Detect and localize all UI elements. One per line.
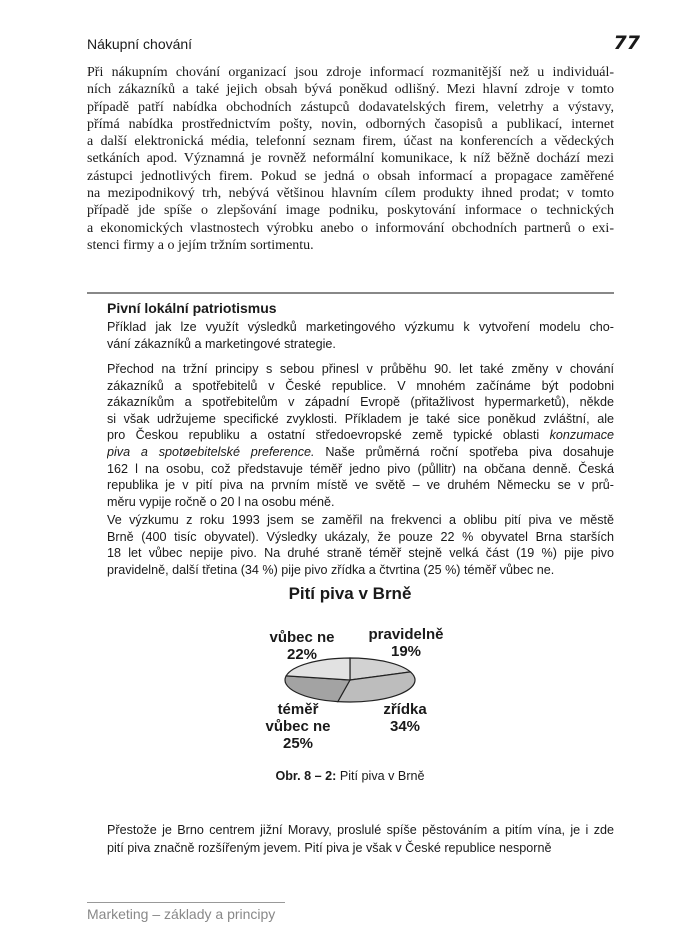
pie-chart — [230, 580, 470, 770]
text-line — [107, 529, 614, 546]
text-line — [107, 545, 614, 562]
slice-label: pravidelně — [368, 626, 444, 643]
text-line — [87, 202, 614, 219]
text-run: Přechod na tržní principy s sebou přinesl v průběhu 90. let také změny v chování — [107, 362, 614, 376]
text-line — [107, 821, 614, 839]
text-run: republika je v pití piva na prvním místě ve světě – ve druhém Německu se v prů- — [107, 478, 614, 493]
text-run: a další elektronická média, telefonní seznam firem, účast na konferencích a vědeckých — [87, 134, 614, 150]
slice-label: téměř — [277, 701, 319, 718]
box-top-rule — [87, 292, 614, 294]
text-line — [107, 562, 614, 579]
text-line — [107, 427, 614, 444]
box-heading: Pivní lokální patriotismus — [107, 300, 277, 316]
text-run: měru vypije ročně o 20 l na osobu méně. — [107, 494, 335, 509]
text-line — [107, 839, 614, 857]
text-run: stenci firmy a o jejím tržním sortimentu. — [87, 237, 314, 253]
text-line — [107, 477, 614, 494]
slice-value: 34% — [389, 718, 421, 735]
text-run: Naše průměrná roční spotřeba piva dosahuje — [314, 444, 614, 459]
footer-title: Marketing – základy a principy — [87, 906, 276, 922]
slice-value: 25% — [282, 735, 314, 752]
caption-prefix: Obr. 8 – 2: — [275, 769, 337, 783]
slice-label: zřídka — [383, 701, 427, 718]
text-run: případě jde spíše o zlepšování image podniku, poskytování informace o technických — [87, 203, 614, 219]
text-line — [107, 319, 614, 336]
text-line — [87, 237, 614, 254]
text-line — [107, 394, 614, 411]
text-run: pití piva značně rozšířeným jevem. Pití piva je však v České republice nesporně — [107, 841, 552, 855]
text-line — [87, 81, 614, 98]
slice-label: vůbec ne — [265, 718, 331, 735]
text-run: přímá nabídka prostřednictvím pošty, novin, odborných časopisů a publikací, internet — [87, 116, 614, 132]
closing-paragraph — [107, 821, 614, 857]
text-line — [87, 168, 614, 185]
text-run: případě patří nabídka obchodních zástupců dodavatelských firem, veletrhy a výstavy, — [87, 99, 614, 115]
text-run: si však udržujeme specifické zvyklosti. Příkladem je také sice poněkud zvláštní, ale — [107, 411, 614, 426]
text-run: Příklad jak lze využít výsledků marketingového výzkumu k vytvoření modelu cho- — [107, 320, 614, 334]
text-run: pravidelně, další třetina (34 %) pije pivo zřídka a čtvrtina (25 %) téměř vůbec ne. — [107, 562, 555, 577]
text-run: Ve výzkumu z roku 1993 jsem se zaměřil na frekvenci a oblibu pití piva ve městě — [107, 513, 614, 527]
text-run: pro Českou republiku a ostatní středoevropské země typické oblasti — [107, 428, 550, 443]
text-line — [87, 116, 614, 133]
text-line — [87, 220, 614, 237]
figure-caption — [230, 768, 470, 784]
text-line — [107, 378, 614, 395]
text-run: zástupci jednotlivých firem. Pokud se jedná o obsah informací a propagace zaměřené — [87, 168, 614, 184]
box-paragraph-3 — [107, 512, 614, 578]
running-head: Nákupní chování — [87, 36, 193, 52]
footer-rule — [87, 902, 285, 903]
box-paragraph-1 — [107, 319, 614, 352]
text-line — [107, 444, 614, 461]
text-line — [87, 99, 614, 116]
text-line — [87, 64, 614, 81]
text-line — [107, 336, 614, 353]
slice-value: 22% — [286, 646, 318, 663]
text-run: vání zákazníků a marketingové strategie. — [107, 336, 336, 351]
italic-text: konzumace — [549, 428, 614, 443]
text-run: zákazníků a spotřebitelů v České republice. V mnohém začínáme být podobni — [107, 378, 614, 393]
label-zridka — [365, 701, 445, 735]
text-run: zákazníkům a spotřebitelům v západní Evropě (přitažlivost hypermarketů), někde — [107, 395, 614, 410]
text-line — [87, 185, 614, 202]
slice-value: 19% — [390, 643, 422, 660]
chart-title: Pití piva v Brně — [288, 584, 412, 603]
text-line — [107, 461, 614, 478]
text-run: Přestože je Brno centrem jižní Moravy, proslulé spíše pěstováním a pitím vína, je i zde — [107, 823, 614, 837]
slice-label: vůbec ne — [269, 629, 335, 646]
text-line — [107, 494, 614, 511]
text-run: ních zákazníků a také jejich obsah bývá poněkud odlišný. Mezi hlavní zdroje v tomto — [87, 82, 614, 98]
text-run: Při nákupním chování organizací jsou zdroje informací rozmanitější než u individuál- — [87, 65, 614, 80]
text-line — [87, 133, 614, 150]
text-line — [107, 411, 614, 428]
text-line — [107, 361, 614, 378]
box-paragraph-2 — [107, 361, 614, 510]
text-run: Brně (400 tisíc obyvatel). Výsledky ukázaly, že pouze 22 % obyvatel Brna starších — [107, 529, 614, 544]
label-pravidelne — [356, 626, 456, 660]
text-run: 18 let vůbec nepije pivo. Na druhé straně téměř stejně velká část (19 %) pije pivo — [107, 546, 614, 561]
intro-paragraph — [87, 64, 614, 254]
italic-text: piva a spotøebitelské preference. — [107, 444, 315, 459]
text-run: 162 l na osobu, což představuje téměř jedno pivo (půllitr) na občana denně. Česká — [107, 461, 614, 476]
caption-text: Pití piva v Brně — [336, 769, 425, 783]
text-run: setkáních apod. Významná je rovněž neformální komunikace, k níž běžně dochází mezi — [87, 151, 614, 167]
text-run: a ekonomických vlastnostech výrobku anebo o informování obchodních partnerů o exi- — [87, 220, 614, 236]
label-temer-vubec-ne — [248, 701, 348, 752]
page-number: 77 — [613, 32, 640, 54]
text-line — [87, 150, 614, 167]
text-run: na mezipodnikový trh, nebývá většinou hlavním cílem produkty ihned prodat; v tomto — [87, 186, 614, 202]
label-vubec-ne — [252, 629, 352, 663]
text-line — [107, 512, 614, 529]
